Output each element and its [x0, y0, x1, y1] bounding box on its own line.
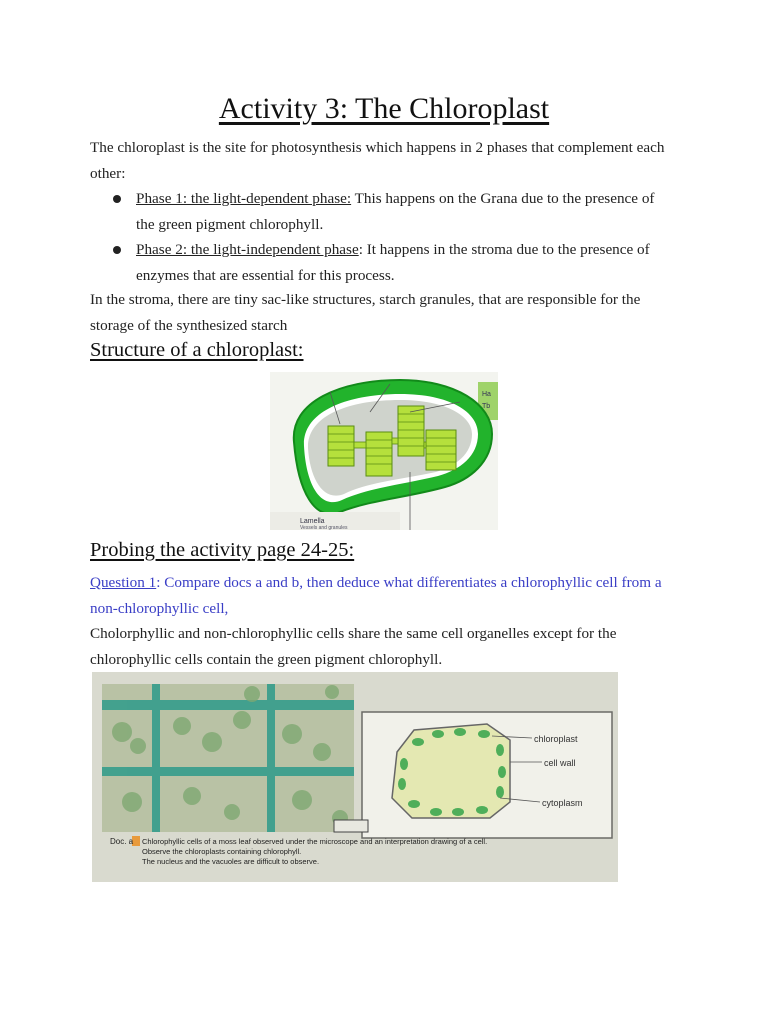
chloroplast-label-right: Ha: [482, 391, 491, 398]
doc-caption-line-1: Chlorophyllic cells of a moss leaf observed under the microscope and an interpretation drawing of a cell.: [142, 837, 488, 846]
label-cytoplasm: cytoplasm: [542, 798, 583, 808]
structure-heading: Structure of a chloroplast:: [90, 339, 304, 361]
probing-heading: Probing the activity page 24-25:: [90, 539, 355, 561]
doc-caption-prefix: Doc. a: [110, 837, 134, 846]
doc-a-image: [92, 672, 618, 882]
chloroplast-label-right-2: Tb: [482, 403, 491, 410]
phase-2-label: Phase 2: the light-independent phase: [136, 241, 359, 258]
question-1-text: : Compare docs a and b, then deduce what differentiates a chlorophyllic cell from a non-chlorophyllic cell,: [90, 574, 662, 617]
phase-2-text: : It happens in the stroma due to the presence of enzymes that are essential for this process.: [136, 241, 650, 284]
chloroplast-label-bottom-2: Vessels and granules: [300, 525, 348, 530]
bullet-icon: [113, 246, 121, 254]
chloroplast-label-bottom: Lamella: [300, 518, 325, 525]
label-chloroplast: chloroplast: [534, 734, 578, 744]
chloroplast-diagram: [270, 372, 498, 530]
phase-1-label: Phase 1: the light-dependent phase:: [136, 190, 352, 207]
phase-1-text: This happens on the Grana due to the presence of the green pigment chlorophyll.: [136, 190, 655, 233]
intro-paragraph: The chloroplast is the site for photosynthesis which happens in 2 phases that complement each other:: [90, 139, 665, 182]
doc-a-figure: [92, 672, 618, 882]
phase-item-2: [90, 237, 670, 288]
question-1: [90, 570, 690, 621]
page-title: Activity 3: The Chloroplast: [218, 92, 550, 125]
label-cell-wall: cell wall: [544, 758, 576, 768]
stroma-paragraph: In the stroma, there are tiny sac-like structures, starch granules, that are responsible for the storage of the synthesized starch: [90, 291, 641, 334]
phase-item-1: [90, 186, 670, 237]
doc-caption-line-2: Observe the chloroplasts containing chlorophyll.: [142, 847, 302, 856]
phases-list: [90, 186, 670, 288]
doc-caption-line-3: The nucleus and the vacuoles are difficult to observe.: [142, 857, 320, 866]
question-1-link[interactable]: Question 1: [90, 574, 157, 591]
bullet-icon: [113, 195, 121, 203]
chloroplast-image: [270, 372, 498, 530]
document-page: [90, 0, 690, 1024]
answer-paragraph: Cholorphyllic and non-chlorophyllic cells share the same cell organelles except for the chlorophyllic cells contain the green pigment chlorophyll.: [90, 625, 617, 668]
